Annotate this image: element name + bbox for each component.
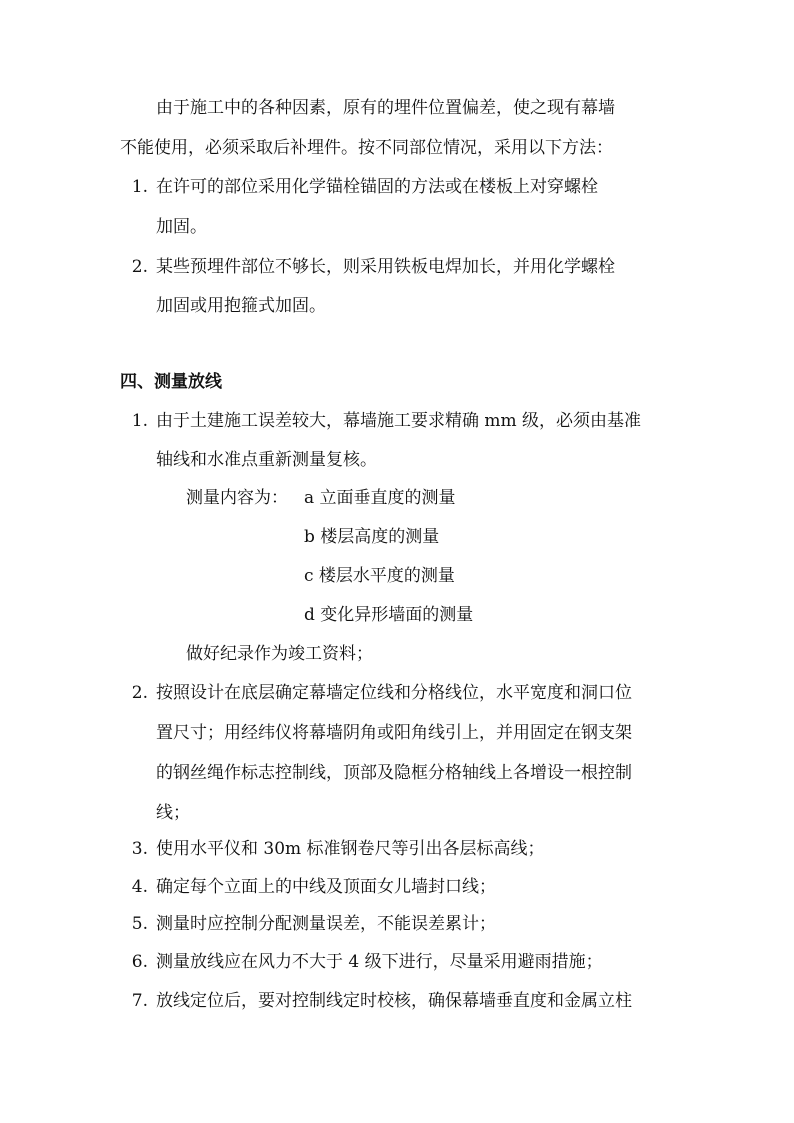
survey-number-6: 6. — [131, 952, 148, 972]
survey-2-line-1: 按照设计在底层确定幕墙定位线和分格线位，水平宽度和洞口位 — [156, 683, 632, 703]
survey-2-line-3: 的钢丝绳作标志控制线，顶部及隐框分格轴线上各增设一根控制 — [156, 763, 632, 783]
survey-2-line-4: 线； — [156, 803, 190, 823]
method-number-1: 1. — [131, 177, 148, 197]
intro-line-2: 不能使用，必须采取后补埋件。按不同部位情况，采用以下方法： — [120, 138, 613, 158]
survey-number-4: 4. — [131, 877, 148, 897]
method-2-line-1: 某些预埋件部位不够长，则采用铁板电焊加长，并用化学螺栓 — [156, 257, 615, 277]
method-number-2: 2. — [131, 257, 148, 277]
survey-3-text: 使用水平仪和 30m 标准钢卷尺等引出各层标高线； — [156, 839, 545, 859]
content-label: 测量内容为： — [186, 488, 288, 508]
section-title: 四、测量放线 — [120, 372, 222, 392]
survey-2-line-2: 置尺寸；用经纬仪将幕墙阴角或阳角线引上，并用固定在钢支架 — [156, 723, 632, 743]
survey-number-2: 2. — [131, 683, 148, 703]
method-1-line-2: 加固。 — [156, 217, 207, 237]
content-item-a: a 立面垂直度的测量 — [304, 488, 456, 508]
content-item-b: b 楼层高度的测量 — [304, 527, 440, 547]
survey-1-line-2: 轴线和水准点重新测量复核。 — [156, 450, 377, 470]
survey-7-text: 放线定位后，要对控制线定时校核，确保幕墙垂直度和金属立柱 — [156, 991, 632, 1011]
method-1-line-1: 在许可的部位采用化学锚栓锚固的方法或在楼板上对穿螺栓 — [156, 177, 598, 197]
intro-line-1: 由于施工中的各种因素，原有的埋件位置偏差，使之现有幕墙 — [156, 98, 615, 118]
record-line: 做好纪录作为竣工资料； — [186, 644, 373, 664]
survey-6-text: 测量放线应在风力不大于 4 级下进行，尽量采用避雨措施； — [156, 952, 603, 972]
survey-number-3: 3. — [131, 839, 148, 859]
method-2-line-2: 加固或用抱箍式加固。 — [156, 296, 326, 316]
survey-4-text: 确定每个立面上的中线及顶面女儿墙封口线； — [156, 877, 496, 897]
content-item-d: d 变化异形墙面的测量 — [304, 605, 474, 625]
survey-1-line-1: 由于土建施工误差较大，幕墙施工要求精确 mm 级，必须由基准 — [156, 411, 642, 431]
survey-number-1: 1. — [131, 411, 148, 431]
survey-number-5: 5. — [131, 914, 148, 934]
survey-number-7: 7. — [131, 991, 148, 1011]
survey-5-text: 测量时应控制分配测量误差，不能误差累计； — [156, 914, 496, 934]
content-item-c: c 楼层水平度的测量 — [304, 566, 455, 586]
